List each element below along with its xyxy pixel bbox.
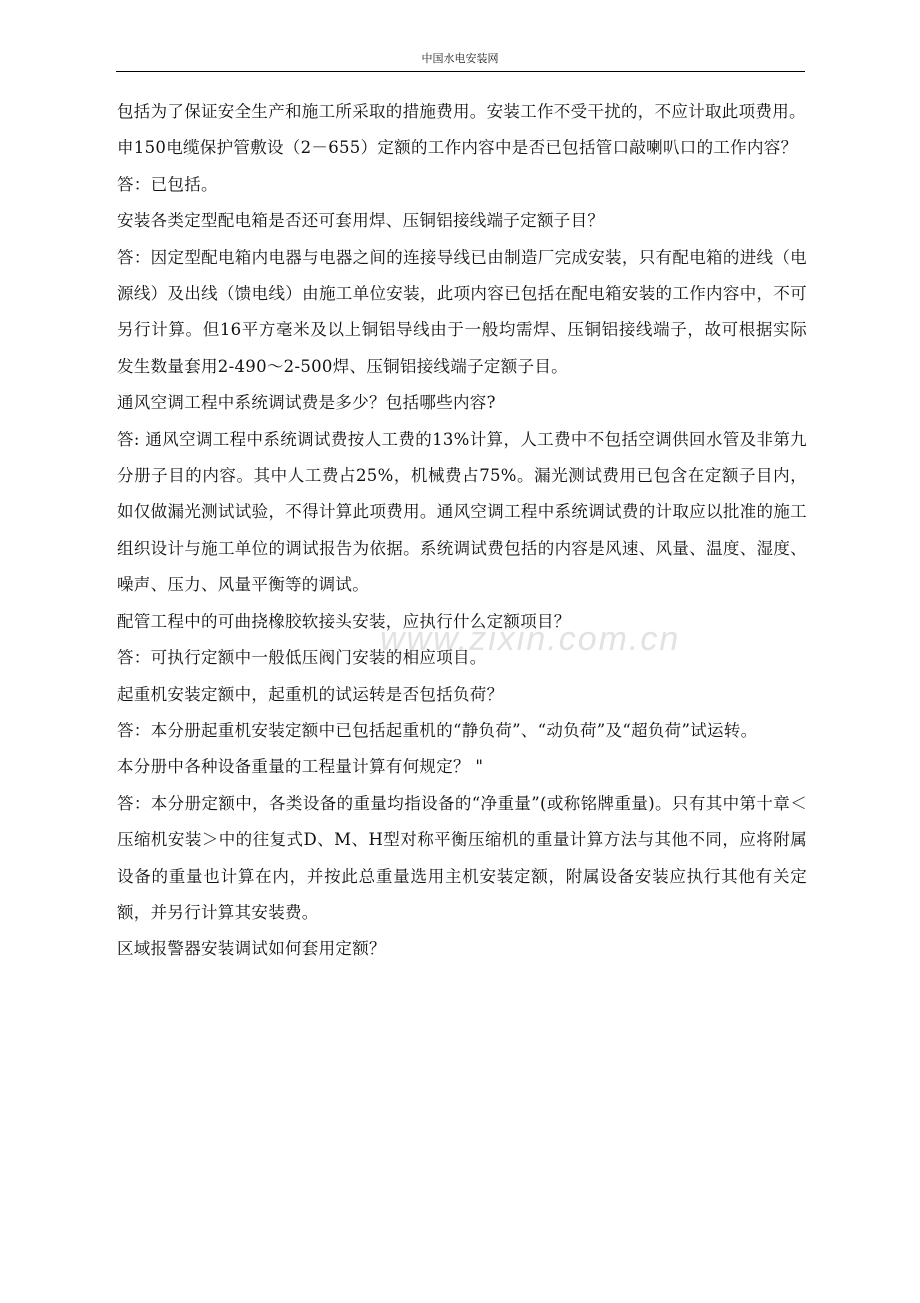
question-distribution-box: 安装各类定型配电箱是否还可套用焊、压铜铝接线端子定额子目？ [117,211,605,231]
header-rule [116,71,805,72]
page-header: 中国水电安装网 [421,52,499,65]
paragraph-1: 包括为了保证安全生产和施工所采取的措施费用。安装工作不受干扰的，不应计取此项费用。 [117,102,806,121]
question-cable-pipe: 申150电缆保护管敷设（2－655）定额的工作内容中是否已包括管口敲喇叭口的工作内容？ [117,138,798,158]
watermark: www.zixin.com.cn [380,620,681,658]
question-crane-test: 起重机安装定额中，起重机的试运转是否包括负荷？ [117,684,504,704]
question-hvac-commissioning: 通风空调工程中系统调试费是多少？包括哪些内容? [117,393,496,413]
answer-equipment-weight: 答：本分册定额中，各类设备的重量均指设备的“净重量”(或称铭牌重量)。只有其中第十章＜压缩机安装＞中的往复式D、M、H型对称平衡压缩机的重量计算方法与其他不同，应将附属设备的重量也计算在内，并按此总重量选用主机安装定额，附属设备安装应执行其他有关定额，并另行计算其安装费。 [117,793,807,922]
question-area-alarm: 区域报警器安装调试如何套用定额？ [117,939,386,959]
answer-distribution-box: 答：因定型配电箱内电器与电器之间的连接导线已由制造厂完成安装，只有配电箱的进线（电源线）及出线（馈电线）由施工单位安装，此项内容已包括在配电箱安装的工作内容中，不可另行计算。但16平方毫米及以上铜铝导线由于一般均需焊、压铜铝接线端子，故可根据实际发生数量套用2-490～2-500焊、压铜铝接线端子定额子目。 [117,247,807,376]
answer-hvac-commissioning: 答: 通风空调工程中系统调试费按人工费的13%计算，人工费中不包括空调供回水管及非第九分册子目的内容。其中人工费占25%，机械费占75%。漏光测试费用已包含在定额子目内，如仅做漏光测试试验，不得计算此项费用。通风空调工程中系统调试费的计取应以批准的施工组织设计与施工单位的调试报告为依据。系统调试费包括的内容是风速、风量、温度、湿度、噪声、压力、风量平衡等的调试。 [117,429,807,595]
answer-rubber-joint: 答：可执行定额中一般低压阀门安装的相应项目。 [117,648,487,668]
question-rubber-joint: 配管工程中的可曲挠橡胶软接头安装，应执行什么定额项目？ [117,611,571,631]
question-equipment-weight: 本分册中各种设备重量的工程量计算有何规定？ " [117,757,484,777]
answer-cable-pipe: 答：已包括。 [117,174,218,194]
answer-crane-test: 答：本分册起重机安装定额中已包括起重机的“静负荷”、“动负荷”及“超负荷”试运转。 [117,720,758,740]
document-body [117,94,807,968]
